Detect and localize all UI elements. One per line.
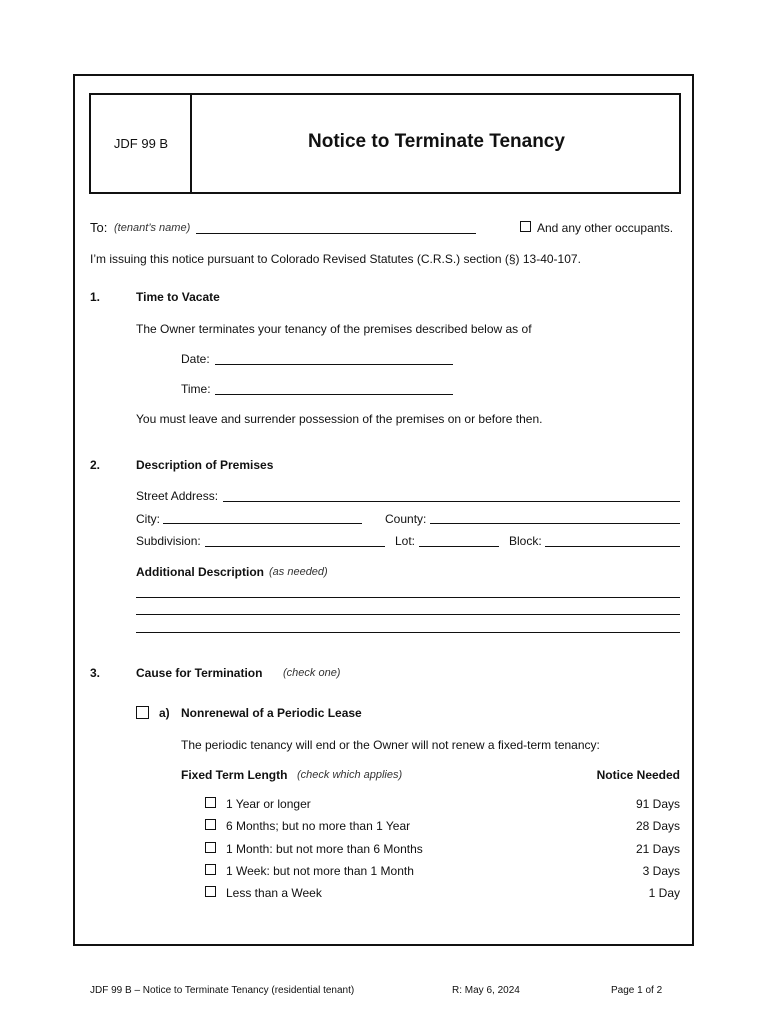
time-field[interactable] (215, 394, 453, 395)
option-a-title: Nonrenewal of a Periodic Lease (181, 706, 362, 720)
notice-days: 21 Days (635, 842, 680, 856)
lot-label: Lot: (395, 534, 416, 548)
section2-number: 2. (90, 458, 101, 472)
fixed-term-label: Fixed Term Length (181, 768, 288, 782)
term-checkbox-5[interactable] (205, 886, 216, 897)
notice-days: 3 Days (642, 864, 680, 878)
additional-description-line-3[interactable] (136, 632, 680, 633)
time-label: Time: (181, 382, 211, 396)
notice-needed-label: Notice Needed (596, 768, 680, 782)
street-address-label: Street Address: (136, 489, 219, 503)
footer-revision: R: May 6, 2024 (452, 985, 520, 996)
additional-description-line-1[interactable] (136, 597, 680, 598)
section3-number: 3. (90, 666, 101, 680)
tenant-name-field[interactable] (196, 233, 476, 234)
subdivision-label: Subdivision: (136, 534, 201, 548)
option-a-text: The periodic tenancy will end or the Owner will not renew a fixed-term tenancy: (181, 738, 600, 752)
block-field[interactable] (545, 546, 680, 547)
intro-text: I’m issuing this notice pursuant to Colorado Revised Statutes (C.R.S.) section (§) 13-40-107. (90, 252, 581, 266)
term-checkbox-2[interactable] (205, 819, 216, 830)
section1-closing: You must leave and surrender possession of the premises on or before then. (136, 412, 543, 426)
additional-description-line-2[interactable] (136, 614, 680, 615)
notice-days: 28 Days (635, 819, 680, 833)
other-occupants-label: And any other occupants. (537, 221, 674, 235)
term-label: 1 Year or longer (226, 797, 311, 811)
form-title: Notice to Terminate Tenancy (308, 131, 565, 152)
street-address-field[interactable] (223, 501, 680, 502)
fixed-term-hint: (check which applies) (297, 769, 403, 781)
subdivision-field[interactable] (205, 546, 385, 547)
section3-heading: Cause for Termination (136, 666, 263, 680)
nonrenewal-checkbox[interactable] (136, 706, 149, 719)
option-a-letter: a) (159, 706, 170, 720)
form-number: JDF 99 B (113, 136, 169, 151)
footer-page-number: Page 1 of 2 (611, 985, 663, 996)
footer-form-title: JDF 99 B – Notice to Terminate Tenancy (residential tenant) (90, 985, 355, 996)
section2-heading: Description of Premises (136, 458, 274, 472)
term-label: 1 Week: but not more than 1 Month (226, 864, 414, 878)
other-occupants-checkbox[interactable] (520, 221, 531, 232)
date-field[interactable] (215, 364, 453, 365)
date-label: Date: (181, 352, 210, 366)
city-label: City: (136, 512, 160, 526)
city-field[interactable] (163, 523, 362, 524)
block-label: Block: (509, 534, 542, 548)
lot-field[interactable] (419, 546, 499, 547)
form-border (73, 74, 694, 946)
term-checkbox-3[interactable] (205, 842, 216, 853)
county-label: County: (385, 512, 427, 526)
to-label: To: (90, 220, 108, 235)
term-label: Less than a Week (226, 886, 322, 900)
tenant-name-hint: (tenant’s name) (114, 222, 191, 234)
section3-hint: (check one) (283, 667, 341, 679)
county-field[interactable] (430, 523, 680, 524)
term-checkbox-1[interactable] (205, 797, 216, 808)
term-checkbox-4[interactable] (205, 864, 216, 875)
section1-number: 1. (90, 290, 101, 304)
term-label: 6 Months; but no more than 1 Year (226, 819, 411, 833)
notice-days: 1 Day (648, 886, 680, 900)
section1-text: The Owner terminates your tenancy of the premises described below as of (136, 322, 532, 336)
additional-description-hint: (as needed) (269, 566, 328, 578)
additional-description-label: Additional Description (136, 565, 265, 579)
section1-heading: Time to Vacate (136, 290, 220, 304)
term-label: 1 Month: but not more than 6 Months (226, 842, 423, 856)
notice-days: 91 Days (635, 797, 680, 811)
